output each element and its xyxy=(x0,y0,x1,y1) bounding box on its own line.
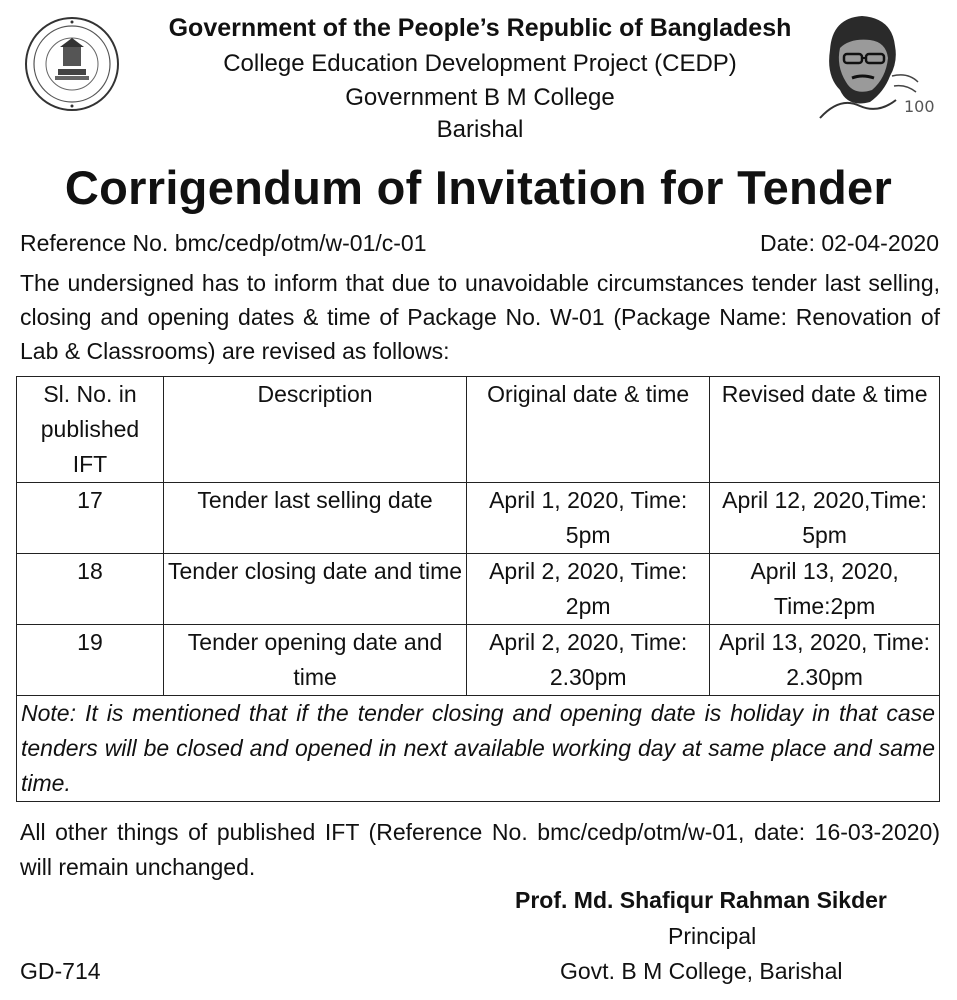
signatory-designation: Principal xyxy=(668,923,757,949)
page-title: Corrigendum of Invitation for Tender xyxy=(64,161,893,214)
notice-date: Date: 02-04-2020 xyxy=(759,230,939,256)
table-header-row xyxy=(17,377,940,483)
government-seal-icon xyxy=(22,14,122,114)
column-header-sl-no: Sl. No. in published IFT xyxy=(17,377,164,483)
cell-revised: April 13, 2020, Time: 2.30pm xyxy=(710,625,940,696)
column-header-description: Description xyxy=(163,377,466,483)
cell-revised: April 13, 2020, Time:2pm xyxy=(710,554,940,625)
cell-sl-no: 18 xyxy=(17,554,164,625)
cell-description: Tender closing date and time xyxy=(163,554,466,625)
cell-original: April 1, 2020, Time: 5pm xyxy=(467,483,710,554)
header-college: Government B M College xyxy=(345,84,615,111)
table-row xyxy=(17,554,940,625)
table-row xyxy=(17,625,940,696)
reference-number: Reference No. bmc/cedp/otm/w-01/c-01 xyxy=(20,230,427,256)
table-note: Note: It is mentioned that if the tender closing and opening date is holiday in that case tenders will be closed and opened in next available working day at same place and same time. xyxy=(17,696,940,802)
cell-original: April 2, 2020, Time: 2pm xyxy=(467,554,710,625)
closing-paragraph: All other things of published IFT (Reference No. bmc/cedp/otm/w-01, date: 16-03-2020) will remain unchanged. xyxy=(20,819,940,880)
revised-dates-table xyxy=(16,376,940,802)
signatory-organization: Govt. B M College, Barishal xyxy=(560,958,843,984)
table-note-row xyxy=(17,696,940,802)
column-header-revised: Revised date & time xyxy=(710,377,940,483)
cell-sl-no: 19 xyxy=(17,625,164,696)
cell-revised: April 12, 2020,Time: 5pm xyxy=(710,483,940,554)
header-project: College Education Development Project (CEDP) xyxy=(223,50,737,77)
signatory-name: Prof. Md. Shafiqur Rahman Sikder xyxy=(515,887,887,913)
advertisement-code: GD-714 xyxy=(20,958,101,984)
header-city: Barishal xyxy=(436,116,524,143)
svg-text:100: 100 xyxy=(904,97,935,116)
cell-sl-no: 17 xyxy=(17,483,164,554)
header-government: Government of the People’s Republic of Bangladesh xyxy=(168,14,792,42)
table-row xyxy=(17,483,940,554)
cell-original: April 2, 2020, Time: 2.30pm xyxy=(467,625,710,696)
intro-paragraph: The undersigned has to inform that due to unavoidable circumstances tender last selling, closing and opening dates & time of Package No. W-01 (Package Name: Renovation of Lab & Classrooms) are revised as follows: xyxy=(20,270,940,364)
cell-description: Tender last selling date xyxy=(163,483,466,554)
column-header-original: Original date & time xyxy=(467,377,710,483)
cell-description: Tender opening date and time xyxy=(163,625,466,696)
